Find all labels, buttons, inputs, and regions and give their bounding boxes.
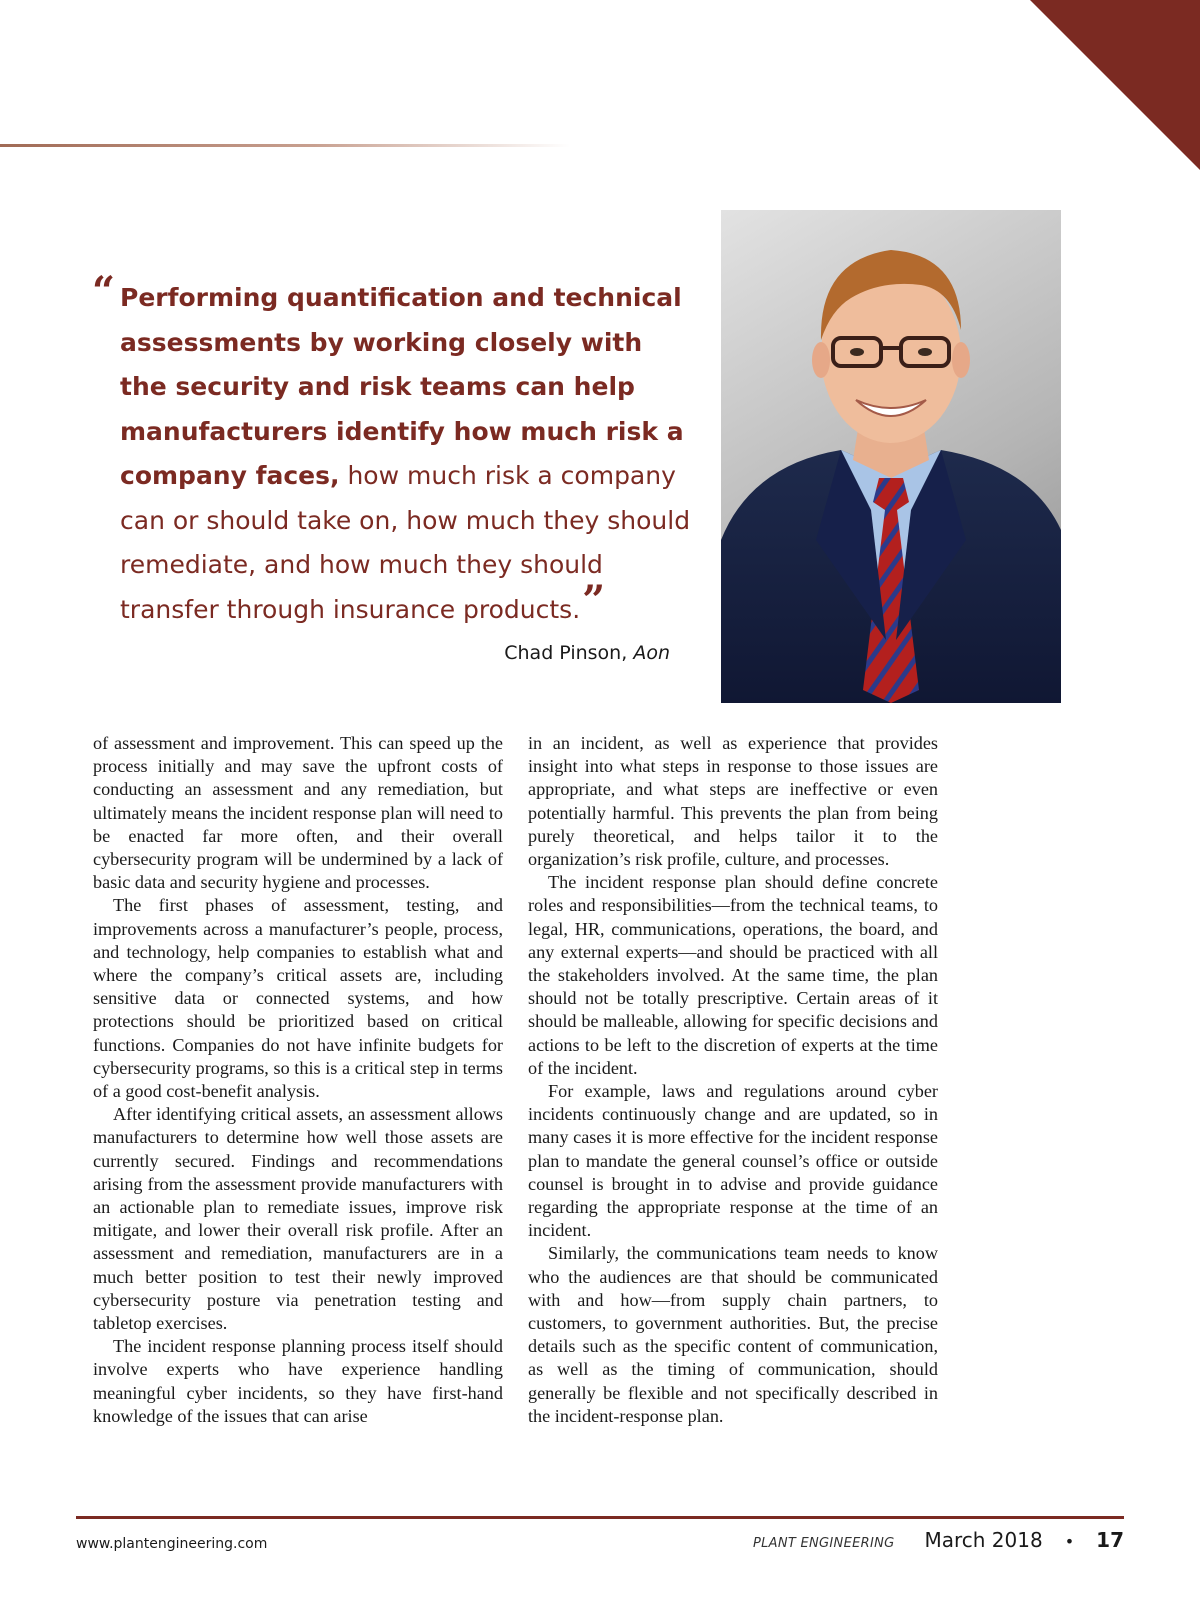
top-divider-rule [0, 144, 570, 147]
paragraph: For example, laws and regulations around cyber incidents continuously change and are updated, so in many cases it is more effective for the incident response plan to mandate the general counsel’s office or outside counsel is brought in to advise and provide guidance regarding the appropriate response at the time of an incident. [528, 1081, 938, 1241]
attribution-org: Aon [633, 642, 670, 664]
attribution-name: Chad Pinson, [504, 642, 628, 664]
page-number: 17 [1096, 1528, 1124, 1552]
portrait-illustration [721, 210, 1061, 703]
pull-quote-light: how much risk a company can or should take on, how much they should remediate, and how much they should transfer through insurance products. [120, 461, 691, 624]
magazine-name: PLANT ENGINEERING [752, 1536, 895, 1551]
pull-quote [92, 268, 692, 632]
footer-folio [753, 1528, 1124, 1552]
paragraph: After identifying critical assets, an assessment allows manufacturers to determine how well those assets are currently secured. Findings and recommendations arising from the assessment provide manufacturers with an actionable plan to remediate issues, improve risk mitigate, and lower their overall risk profile. After an assessment and remediation, manufacturers are in a much better position to test their newly improved cybersecurity posture via penetration testing and tabletop exercises. [93, 1104, 503, 1334]
paragraph: Similarly, the communications team needs to know who the audiences are that should be communicated with and how—from supply chain partners, to customers, to government authorities. But, the precise details such as the specific content of communication, as well as the timing of communication, should generally be flexible and not specifically described in the incident-response plan. [528, 1243, 938, 1426]
paragraph: The incident response planning process itself should involve experts who have experience handling meaningful cyber incidents, so they have first-hand knowledge of the issues that can arise [93, 1336, 503, 1426]
footer-rule [76, 1516, 1124, 1519]
paragraph: in an incident, as well as experience that provides insight into what steps in response to those issues are appropriate, and what steps are ineffective or even potentially harmful. This prevents the plan from being purely theoretical, and helps tailor it to the organization’s risk profile, culture, and processes. [528, 733, 938, 870]
portrait-photo [721, 210, 1061, 703]
pull-quote-text [92, 276, 692, 632]
paragraph: The incident response plan should define concrete roles and responsibilities—from the technical teams, to legal, HR, communications, operations, the board, and any external experts—and should be practiced with all the stakeholders involved. At the same time, the plan should not be totally prescriptive. Certain areas of it should be malleable, allowing for specific decisions and actions to be left to the discretion of experts at the time of the incident. [528, 872, 938, 1078]
pull-quote-strong: Performing quantification and technical assessments by working closely with the security and risk teams can help manufacturers identify how much risk a company faces, [120, 283, 684, 490]
corner-accent-triangle [1030, 0, 1200, 170]
quote-attribution [504, 642, 670, 664]
paragraph: of assessment and improvement. This can speed up the process initially and may save the upfront costs of conducting an assessment and any remediation, but ultimately means the incident response plan will need to be enacted far more often, and their overall cybersecurity program will be undermined by a lack of basic data and security hygiene and processes. [93, 733, 503, 893]
paragraph: The first phases of assessment, testing, and improvements across a manufacturer’s people, process, and technology, help companies to establish what and where the company’s critical assets are, including sensitive data or connected systems, and how protections should be prioritized based on critical functions. Companies do not have infinite budgets for cybersecurity programs, so this is a critical step in terms of a good cost-benefit analysis. [93, 895, 503, 1102]
article-column-right [528, 732, 938, 1428]
article-column-left [93, 732, 503, 1428]
footer-bullet: • [1064, 1532, 1075, 1551]
issue-date: March 2018 [924, 1528, 1043, 1552]
close-quote-mark: ” [582, 576, 606, 624]
footer-url[interactable]: www.plantengineering.com [76, 1536, 268, 1552]
page-footer [76, 1528, 1124, 1558]
open-quote-mark: “ [92, 268, 116, 315]
